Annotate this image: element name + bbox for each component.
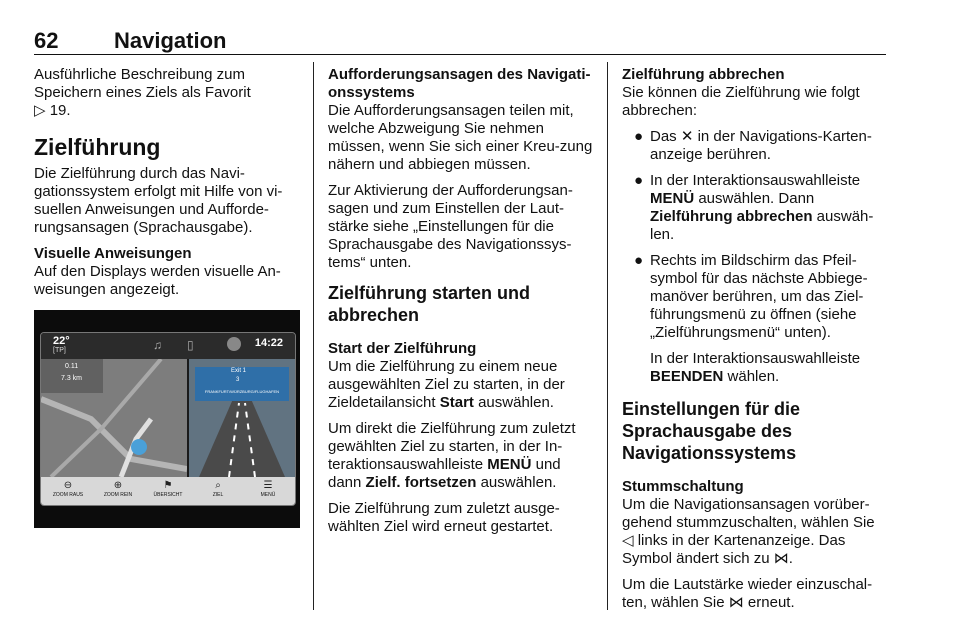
- start-stop-heading: Zielführung starten und abbrechen: [328, 283, 530, 325]
- prompts-paragraph: Die Aufforderungsansagen teilen mit, welche Abzweigung Sie nehmen müssen, wenn Sie sich einer Kreu-zung nähern und abbiegen müssen.: [328, 102, 593, 173]
- speaker-icon: ◁: [622, 532, 634, 549]
- column-divider: [607, 62, 608, 610]
- start-paragraph: Um die Zielführung zu einem neue ausgewählten Ziel zu starten, in der Zieldetailansicht Start auswählen.: [328, 358, 565, 411]
- zoom-in-icon: ⊕: [113, 480, 123, 491]
- speaker-muted-icon: ⋈: [728, 594, 744, 611]
- screen-status-bar: [41, 333, 295, 359]
- nav-active-icon: [227, 337, 241, 351]
- voice-settings-heading: Einstellungen für die Sprachausgabe des Navigationssystems: [622, 399, 801, 463]
- intro-text: Ausführliche Beschreibung zum Speichern eines Ziels als Favorit ▷ 19.: [34, 66, 251, 119]
- zoom-in-button[interactable]: ⊕ ZOOM REIN: [93, 480, 143, 499]
- search-icon: ⌕: [215, 480, 221, 491]
- page-number: 62: [34, 28, 59, 53]
- close-icon: ✕: [680, 128, 694, 145]
- flag-icon: ⚑: [163, 480, 173, 491]
- chapter-title: Navigation: [114, 28, 227, 53]
- menu-icon: ☰: [263, 480, 273, 491]
- navigation-screen-image: [34, 310, 300, 528]
- lane-graphic: [189, 359, 295, 477]
- menu-button[interactable]: ☰ MENÜ: [243, 480, 293, 499]
- zoom-out-icon: ⊖: [63, 480, 73, 491]
- sub-paragraph: Auf den Displays werden visuelle An-weisungen angezeigt.: [34, 263, 281, 298]
- bullet-dot-icon: ●: [634, 172, 644, 189]
- zoom-out-button[interactable]: ⊖ ZOOM RAUS: [43, 480, 93, 499]
- column-2: [328, 66, 598, 544]
- cancel-heading: Zielführung abbrechen: [622, 66, 785, 83]
- screen-sign: FRANKFURT/WÜRZBURG/FLUGHAFEN: [204, 389, 280, 394]
- speaker-muted-icon: ⋈: [773, 550, 789, 567]
- screen-exit-number: 3: [236, 377, 240, 383]
- bullet-item: ● Das ✕ in der Navigations-Karten-anzeige berühren.: [634, 128, 872, 163]
- phone-icon: ▯: [187, 338, 194, 352]
- bullet-dot-icon: ●: [634, 128, 644, 145]
- screen-distance-1: 0.11: [65, 363, 79, 370]
- sub-heading: Visuelle Anweisungen: [34, 245, 192, 262]
- unmute-paragraph: Um die Lautstärke wieder einzuschal-ten, wählen Sie ⋈ erneut.: [622, 576, 873, 611]
- mute-heading: Stummschaltung: [622, 478, 744, 495]
- section-paragraph: Die Zielführung durch das Navi-gationssystem erfolgt mit Hilfe von vi-suellen Anweisungen und Aufforde-rungsansagen (Sprachausgabe).: [34, 165, 283, 236]
- screen-temperature: 22°: [53, 335, 70, 347]
- screen-distance-2: 7.3 km: [61, 375, 83, 382]
- screen-frame: [40, 332, 296, 506]
- destination-button[interactable]: ⌕ ZIEL: [193, 480, 243, 499]
- column-3: [622, 66, 888, 620]
- music-note-icon: ♫: [153, 338, 162, 352]
- column-divider: [313, 62, 314, 610]
- start-heading: Start der Zielführung: [328, 340, 477, 357]
- mute-paragraph: Um die Navigationsansagen vorüber-gehend stummzuschalten, wählen Sie ◁ links in der Kartenanzeige. Das Symbol ändert sich zu ⋈.: [622, 496, 875, 567]
- bullet-item: ● Rechts im Bildschirm das Pfeil-symbol für das nächste Abbiege-manöver berühren, um das Ziel-führungsmenü zu öffnen (siehe „Zielführungsmenü“ unten).: [634, 252, 868, 341]
- bullet-sub-paragraph: In der Interaktionsauswahlleiste BEENDEN wählen.: [650, 350, 861, 385]
- cancel-intro: Sie können die Zielführung wie folgt abbrechen:: [622, 84, 860, 119]
- restart-paragraph: Die Zielführung zum zuletzt ausge-wählten Ziel wird erneut gestartet.: [328, 500, 560, 535]
- reference-arrow-icon: ▷: [34, 102, 46, 119]
- section-heading: Zielführung: [34, 134, 161, 160]
- resume-paragraph: Um direkt die Zielführung zum zuletzt gewählten Ziel zu starten, in der In-teraktionsauswahlleiste MENÜ und dann Zielf. fortsetzen auswählen.: [328, 420, 576, 491]
- screen-map: [41, 359, 187, 477]
- screen-exit: Exit 1: [231, 368, 247, 374]
- overview-button[interactable]: ⚑ ÜBERSICHT: [143, 480, 193, 499]
- screen-tp: [TP]: [53, 347, 66, 354]
- prompts-settings-paragraph: Zur Aktivierung der Aufforderungsan-sagen und zum Einstellen der Laut-stärke siehe „Einstellungen für die Sprachausgabe des Navigationssys-tems“ unten.: [328, 182, 573, 271]
- bullet-dot-icon: ●: [634, 252, 644, 269]
- screen-action-bar: [41, 477, 295, 505]
- page-header: [34, 28, 886, 55]
- column-1: [34, 66, 302, 307]
- screen-time: 14:22: [254, 337, 283, 349]
- bullet-item: ● In der Interaktionsauswahlleiste MENÜ auswählen. Dann Zielführung abbrechen auswäh-len.: [634, 172, 874, 243]
- prompts-heading: Aufforderungsansagen des Navigati-onssystems: [328, 66, 591, 101]
- screen-lane-guidance: [189, 359, 295, 477]
